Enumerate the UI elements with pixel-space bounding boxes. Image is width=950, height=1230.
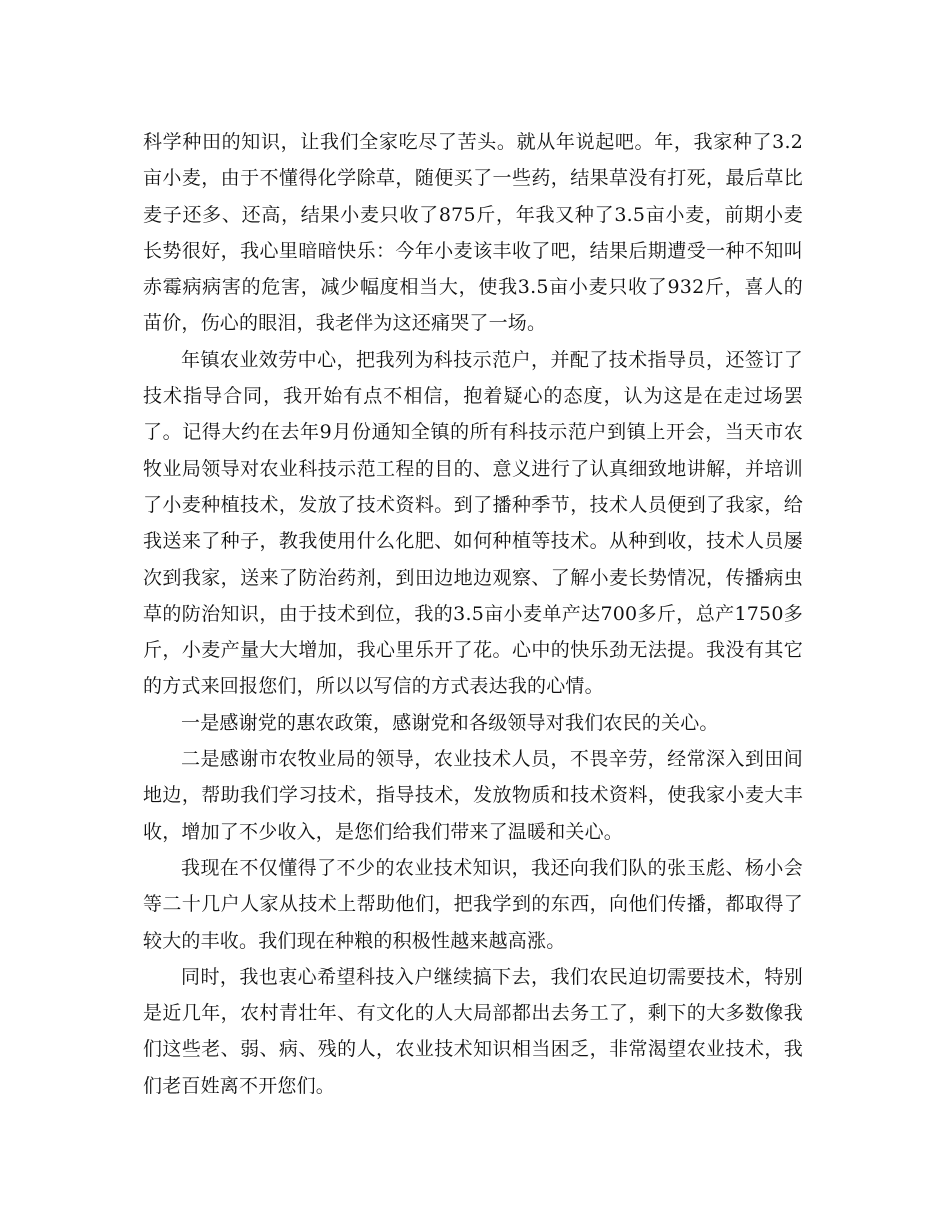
paragraph-thanks-bureau: 二是感谢市农牧业局的领导，农业技术人员，不畏辛劳，经常深入到田间地边，帮助我们学习技术，指导技术，发放物质和技术资料，使我家小麦大丰收，增加了不少收入，是您们给我们带来了温暖和关心。 xyxy=(143,748,803,843)
paragraph-thanks-party: 一是感谢党的惠农政策，感谢党和各级领导对我们农民的关心。 xyxy=(181,711,719,734)
paragraph-hope: 同时，我也衷心希望科技入户继续搞下去，我们农民迫切需要技术，特别是近几年，农村青壮年、有文化的人大局部都出去务工了，剩下的大多数像我们这些老、弱、病、残的人，农业技术知识相当困乏，非常渴望农业技术，我们老百姓离不开您们。 xyxy=(143,965,803,1097)
paragraph-demonstration-household: 年镇农业效劳中心，把我列为科技示范户，并配了技术指导员，还签订了技术指导合同，我开始有点不相信，抱着疑心的态度，认为这是在走过场罢了。记得大约在去年9月份通知全镇的所有科技示范户到镇上开会，当天市农牧业局领导对农业科技示范工程的目的、意义进行了认真细致地讲解，并培训了小麦种植技术，发放了技术资料。到了播种季节，技术人员便到了我家，给我送来了种子，教我使用什么化肥、如何种植等技术。从种到收，技术人员屡次到我家，送来了防治药剂，到田边地边观察、了解小麦长势情况，传播病虫草的防治知识，由于技术到位，我的3.5亩小麦单产达700多斤，总产1750多斤，小麦产量大大增加，我心里乐开了花。心中的快乐劲无法提。我没有其它的方式来回报您们，所以以写信的方式表达我的心情。 xyxy=(143,348,803,698)
paragraph-sharing-knowledge: 我现在不仅懂得了不少的农业技术知识，我还向我们队的张玉彪、杨小会等二十几户人家从技术上帮助他们，把我学到的东西，向他们传播，都取得了较大的丰收。我们现在种粮的积极性越来越高涨。 xyxy=(143,856,803,952)
letter-body xyxy=(143,124,803,1104)
paragraph-continuation: 科学种田的知识，让我们全家吃尽了苦头。就从年说起吧。年，我家种了3.2亩小麦，由于不懂得化学除草，随便买了一些药，结果草没有打死，最后草比麦子还多、还高，结果小麦只收了875斤，年我又种了3.5亩小麦，前期小麦长势很好，我心里暗暗快乐：今年小麦该丰收了吧，结果后期遭受一种不知叫赤霉病病害的危害，减少幅度相当大，使我3.5亩小麦只收了932斤，喜人的苗价，伤心的眼泪，我老伴为这还痛哭了一场。 xyxy=(143,131,803,335)
